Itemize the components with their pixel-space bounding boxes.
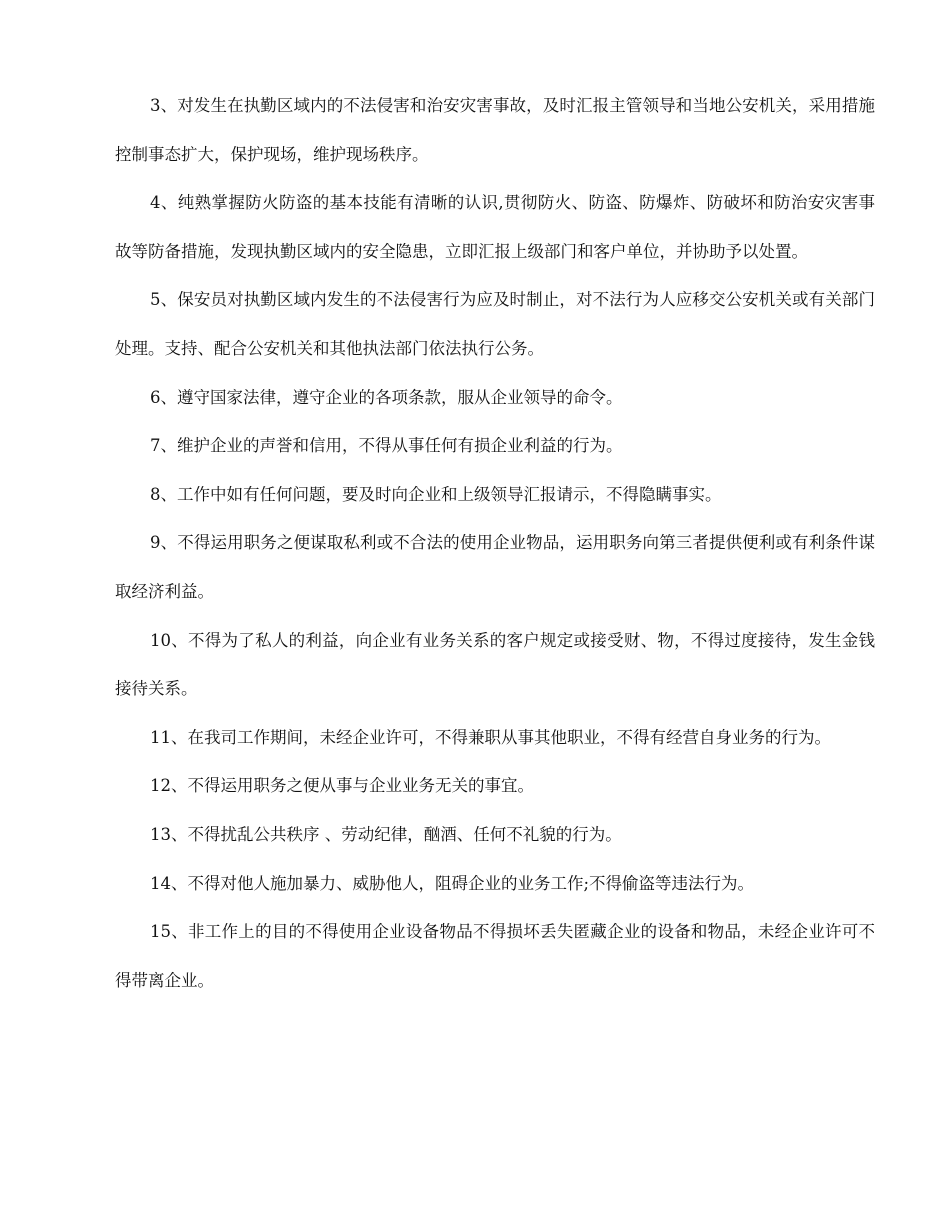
clause-14: 14、不得对他人施加暴力、威胁他人，阻碍企业的业务工作;不得偷盗等违法行为。 (150, 873, 755, 893)
clause-12: 12、不得运用职务之便从事与企业业务无关的事宜。 (150, 776, 534, 796)
clause-10: 10、不得为了私人的利益，向企业有业务关系的客户规定或接受财、物，不得过度接待，发生金钱接待关系。 (115, 630, 875, 699)
clause-7: 7、维护企业的声誉和信用，不得从事任何有损企业利益的行为。 (150, 436, 623, 456)
clause-15: 15、非工作上的目的不得使用企业设备物品不得损坏丢失匿藏企业的设备和物品，未经企业许可不得带离企业。 (115, 922, 875, 990)
clause-13: 13、不得扰乱公共秩序 、劳动纪律，酗酒、任何不礼貌的行为。 (150, 824, 622, 844)
document-body (115, 82, 875, 1005)
clause-5: 5、保安员对执勤区域内发生的不法侵害行为应及时制止，对不法行为人应移交公安机关或有关部门处理。支持、配合公安机关和其他执法部门依法执行公务。 (115, 290, 875, 358)
clause-9: 9、不得运用职务之便谋取私利或不合法的使用企业物品，运用职务向第三者提供便利或有利条件谋取经济利益。 (115, 533, 875, 601)
clause-6: 6、遵守国家法律，遵守企业的各项条款，服从企业领导的命令。 (150, 387, 623, 407)
clause-8: 8、工作中如有任何问题，要及时向企业和上级领导汇报请示，不得隐瞒事实。 (150, 484, 722, 504)
clause-3: 3、对发生在执勤区域内的不法侵害和治安灾害事故，及时汇报主管领导和当地公安机关，采用措施控制事态扩大，保护现场，维护现场秩序。 (115, 96, 875, 164)
clause-11: 11、在我司工作期间，未经企业许可，不得兼职从事其他职业，不得有经营自身业务的行为。 (150, 727, 831, 747)
clause-4: 4、纯熟掌握防火防盗的基本技能有清晰的认识,贯彻防火、防盗、防爆炸、防破坏和防治安灾害事故等防备措施，发现执勤区域内的安全隐患，立即汇报上级部门和客户单位，并协助予以处置。 (115, 193, 875, 261)
